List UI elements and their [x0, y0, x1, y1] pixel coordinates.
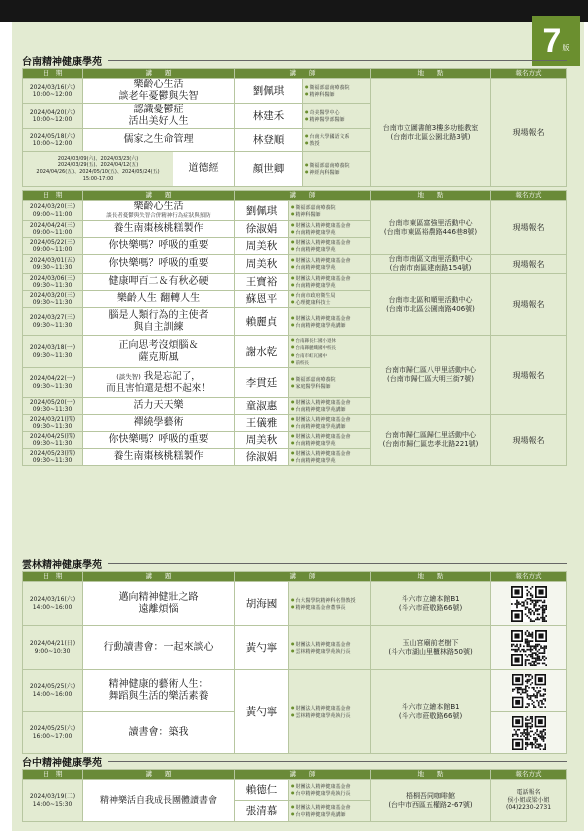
row-speaker: 賴麗貞 [235, 308, 289, 336]
row-speaker: 胡海國 [235, 582, 289, 626]
yunlin-table [22, 571, 567, 754]
row-date: 2024/03/21(四) 09:30~11:30 [23, 415, 83, 432]
row-topic: 健康呷百二＆有秋必硬 [83, 274, 235, 291]
row-affiliation: ● 財團法人精神健康基金會 ● 台南精神健康學苑 [289, 221, 371, 238]
row-speaker: 王寶裕 [235, 274, 289, 291]
yunlin-section [22, 556, 567, 754]
row-date: 2024/03/16(六) 10:00~12:00 [23, 79, 83, 104]
registration-qr-code[interactable] [491, 670, 567, 712]
row-date: 2024/04/20(六) 10:00~12:00 [23, 104, 83, 129]
row-speaker: 林登順 [235, 129, 303, 152]
row-date: 2024/03/19(二) 14:00~15:30 [23, 780, 83, 822]
tainan-table-2 [22, 190, 567, 466]
row-speaker: 賴德仁 [235, 780, 289, 801]
row-affiliation: ● 衛福部嘉南療養院 ● 家庭醫學科醫師 [289, 368, 371, 398]
row-speaker: 黃勺寧 [235, 670, 289, 754]
page-number-suffix: 版 [562, 44, 570, 52]
row-affiliation: ● 財團法人精神健康基金會 ● 台南精神健康學苑講師 [289, 398, 371, 415]
row-date: 2024/04/21(日) 9:00~10:30 [23, 626, 83, 670]
row-speaker: 徐淑娟 [235, 449, 289, 466]
row-speaker: 劉佩琪 [235, 201, 289, 221]
row-date: 2024/04/24(三) 09:00~11:00 [23, 221, 83, 238]
row-register: 現場報名 [491, 201, 567, 255]
row-topic: 你快樂嗎？呼吸的重要 [83, 432, 235, 449]
title-rule [108, 563, 567, 564]
row-speaker: 謝水乾 [235, 336, 289, 368]
row-register: 現場報名 [491, 336, 567, 415]
row-affiliation: ● 財團法人精神健康基金會 ● 台南精神健康學苑講師 [289, 415, 371, 432]
row-topic: 正向思考沒煩腦＆ 薩克斯風 [83, 336, 235, 368]
row-speaker: 周美秋 [235, 255, 289, 274]
table-row [23, 201, 567, 221]
qr-code-icon [511, 586, 547, 622]
row-date: 2024/05/18(六) 10:00~12:00 [23, 129, 83, 152]
row-topic: 儒家之生命管理 [83, 129, 235, 152]
taichung-table [22, 769, 567, 822]
row-topic: 腦是人類行為的主使者 與自主訓練 [83, 308, 235, 336]
header-topic: 講 題 [83, 191, 235, 201]
header-register: 報名方式 [491, 69, 567, 79]
row-date: 2024/04/22(一) 09:30~11:30 [23, 368, 83, 398]
taichung-section [22, 754, 567, 822]
row-date: 2024/03/18(一) 09:30~11:30 [23, 336, 83, 368]
top-bar [0, 0, 588, 22]
row-topic: 你快樂嗎？呼吸的重要 [83, 255, 235, 274]
header-location: 地 點 [371, 572, 491, 582]
row-date: 2024/05/25(六) 14:00~16:00 [23, 670, 83, 712]
title-rule [108, 761, 567, 762]
row-topic: 精神樂活自我成長團體讀書會 [83, 780, 235, 822]
header-date: 日 期 [23, 69, 83, 79]
row-speaker: 黃勺寧 [235, 626, 289, 670]
header-date: 日 期 [23, 770, 83, 780]
table-header-row [23, 69, 567, 79]
row-topic: 道德經 [173, 152, 234, 186]
header-topic: 講 題 [83, 69, 235, 79]
tainan-section [22, 53, 567, 466]
header-date: 日 期 [23, 572, 83, 582]
header-topic: 講 題 [83, 770, 235, 780]
row-affiliation: ● 台南大學國語文系 ● 教授 [303, 129, 371, 152]
row-register: 現場報名 [491, 274, 567, 336]
row-affiliation: ● 衛福部嘉南療養院 ● 精神科醫師 [289, 201, 371, 221]
row-location: 斗六市立繪本館B1 (斗六市莊敬路66號) [371, 582, 491, 626]
section-title-taichung: 台中精神健康學苑 [22, 757, 102, 769]
table-header-row [23, 770, 567, 780]
row-topic: 精神健康的藝術人生： 舞蹈與生活的樂活素養 [83, 670, 235, 712]
row-speaker: 張清慕 [235, 801, 289, 822]
row-location: 台南市歸仁區八甲里活動中心 (台南市歸仁區大明三街7號) [371, 336, 491, 415]
row-location: 台南市立圖書館3樓多功能教室 (台南市北區公園北路3號) [371, 79, 491, 187]
row-affiliation: ● 財團法人精神健康基金會 ● 台南精神健康學苑 [289, 449, 371, 466]
row-date: 2024/03/09(六)、2024/03/23(六) 2024/03/29(五)、2024/04/12(五) 2024/04/26(五)、2024/05/10(五)、2024/05/24(五) 15:00-17:00 [36, 155, 160, 182]
row-topic: (談失智) 我是忘記了， 而且害怕還是想不起來！ [83, 368, 235, 398]
row-affiliation: ● 財團法人精神健康基金會 ● 雲林精神健康學苑執行長 [289, 626, 371, 670]
row-location: 梧桐吾同咖啡館 (台中市西區五權路2-67號) [371, 780, 491, 822]
row-speaker: 徐淑娟 [235, 221, 289, 238]
row-location: 台南市東區富強里活動中心 (台南市東區裕農路446巷8號) [371, 201, 491, 255]
table-header-row [23, 572, 567, 582]
row-register: 現場報名 [491, 255, 567, 274]
header-location: 地 點 [371, 770, 491, 780]
row-register: 電話報名 侯小姐或梁小姐 (04)2230-2731 [491, 780, 567, 822]
row-location: 台南市歸仁區歸仁里活動中心 (台南市歸仁區忠孝北路221號) [371, 415, 491, 466]
row-affiliation: ● 財團法人精神健康基金會 ● 台中精神健康學苑講師 [289, 801, 371, 822]
row-date: 2024/03/06(三) 09:30~11:30 [23, 274, 83, 291]
registration-qr-code[interactable] [491, 626, 567, 670]
registration-qr-code[interactable] [491, 712, 567, 754]
row-topic: 禪繞學藝術 [83, 415, 235, 432]
row-topic: 樂齡心生活 談長者憂鬱與失智合併精神行為症狀與預防 [83, 201, 235, 221]
row-date: 2024/05/22(三) 09:00~11:00 [23, 238, 83, 255]
row-location: 玉山宮廟前老樹下 (斗六市湖山里櫃林路50號) [371, 626, 491, 670]
table-row [23, 79, 567, 104]
row-affiliation: ● 財團法人精神健康基金會 ● 台南精神健康學苑 [289, 255, 371, 274]
header-topic: 講 題 [83, 572, 235, 582]
row-topic: 你快樂嗎？呼吸的重要 [83, 238, 235, 255]
row-affiliation: ● 財團法人精神健康基金會 ● 台南精神健康學苑 [289, 432, 371, 449]
row-affiliation: ● 台南縣長仁國小退休 ● 台南縣麗織國中校長 ● 台南市虹瓦國中 ● 前校長 [289, 336, 371, 368]
row-date: 2024/03/16(六) 14:00~16:00 [23, 582, 83, 626]
tainan-table-1 [22, 68, 567, 187]
row-speaker: 王儀雅 [235, 415, 289, 432]
page-number: 7 [542, 22, 562, 60]
row-register: 現場報名 [491, 79, 567, 187]
table-header-row [23, 191, 567, 201]
row-location: 斗六市立繪本館B1 (斗六市莊敬路66號) [371, 670, 491, 754]
row-affiliation: ● 衛福部嘉南療養院 ● 精神科醫師 [303, 79, 371, 104]
row-location: 台南市北區和順里活動中心 (台南市北區公園南路406號) [371, 274, 491, 336]
row-speaker: 周美秋 [235, 432, 289, 449]
row-topic: 行動讀書會：一起來談心 [83, 626, 235, 670]
row-affiliation: ● 台大醫學院精神科名譽教授 ● 精神健康基金會董事長 [289, 582, 371, 626]
row-date: 2024/05/20(一) 09:30~11:30 [23, 398, 83, 415]
row-date: 2024/03/20(三) 09:00~11:00 [23, 201, 83, 221]
header-speaker: 講 師 [235, 69, 371, 79]
header-speaker: 講 師 [235, 770, 371, 780]
title-rule [108, 60, 567, 61]
row-affiliation: ● 財團法人精神健康基金會 ● 台南精神健康學苑 [289, 274, 371, 291]
row-location: 台南市南區文南里活動中心 (台南市南區建南路154號) [371, 255, 491, 274]
table-row [23, 582, 567, 626]
table-row [23, 274, 567, 291]
row-affiliation: ● 財團法人精神健康基金會 ● 台南精神健康學苑 [289, 238, 371, 255]
row-speaker: 周美秋 [235, 238, 289, 255]
table-row [23, 780, 567, 801]
section-title-tainan: 台南精神健康學苑 [22, 56, 102, 68]
row-topic: 樂齡心生活 談老年憂鬱與失智 [83, 79, 235, 104]
table-row [23, 670, 567, 712]
row-speaker: 李貫廷 [235, 368, 289, 398]
row-speaker: 蘇恩平 [235, 291, 289, 308]
qr-code-icon [512, 674, 546, 708]
table-row [23, 255, 567, 274]
row-speaker: 林建禾 [235, 104, 303, 129]
registration-qr-code[interactable] [491, 582, 567, 626]
header-location: 地 點 [371, 69, 491, 79]
row-affiliation: ● 財團法人精神健康基金會 ● 台中精神健康學苑執行長 [289, 780, 371, 801]
row-date: 2024/03/20(三) 09:30~11:30 [23, 291, 83, 308]
row-affiliation: ● 台南市政府衛生局 ● 心理健康科技士 [289, 291, 371, 308]
row-speaker: 童淑惠 [235, 398, 289, 415]
row-topic: 邁向精神健壯之路 遠離煩惱 [83, 582, 235, 626]
row-topic: 養生南棗核桃糕製作 [83, 449, 235, 466]
header-date: 日 期 [23, 191, 83, 201]
row-speaker: 劉佩琪 [235, 79, 303, 104]
header-speaker: 講 師 [235, 191, 371, 201]
qr-code-icon [511, 630, 547, 666]
row-speaker: 顏世卿 [235, 152, 303, 187]
row-topic: 讀書會：築我 [83, 712, 235, 754]
row-affiliation: ● 財團法人精神健康基金會 ● 台南精神健康學苑講師 [289, 308, 371, 336]
table-row [23, 336, 567, 368]
row-affiliation: ● 衛福部嘉南療養院 ● 神經內科醫師 [303, 152, 371, 187]
row-date: 2024/03/01(五) 09:30~11:30 [23, 255, 83, 274]
row-date: 2024/04/25(四) 09:30~11:30 [23, 432, 83, 449]
table-row [23, 415, 567, 432]
row-date: 2024/05/25(六) 16:00~17:00 [23, 712, 83, 754]
row-date: 2024/05/23(四) 09:30~11:30 [23, 449, 83, 466]
row-date: 2024/03/27(三) 09:30~11:30 [23, 308, 83, 336]
row-topic: 樂齡人生 翻轉人生 [83, 291, 235, 308]
row-topic: 養生南棗核桃糕製作 [83, 221, 235, 238]
row-affiliation: ● 財團法人精神健康基金會 ● 雲林精神健康學苑執行長 [289, 670, 371, 754]
header-location: 地 點 [371, 191, 491, 201]
table-row [23, 626, 567, 670]
header-speaker: 講 師 [235, 572, 371, 582]
qr-code-icon [512, 716, 546, 750]
row-topic: 活力天天樂 [83, 398, 235, 415]
header-register: 報名方式 [491, 191, 567, 201]
row-topic: 認識憂鬱症 活出美好人生 [83, 104, 235, 129]
header-register: 報名方式 [491, 770, 567, 780]
row-register: 現場報名 [491, 415, 567, 466]
header-register: 報名方式 [491, 572, 567, 582]
row-affiliation: ● 奇美醫學中心 ● 精神醫學部醫師 [303, 104, 371, 129]
section-title-yunlin: 雲林精神健康學苑 [22, 559, 102, 571]
